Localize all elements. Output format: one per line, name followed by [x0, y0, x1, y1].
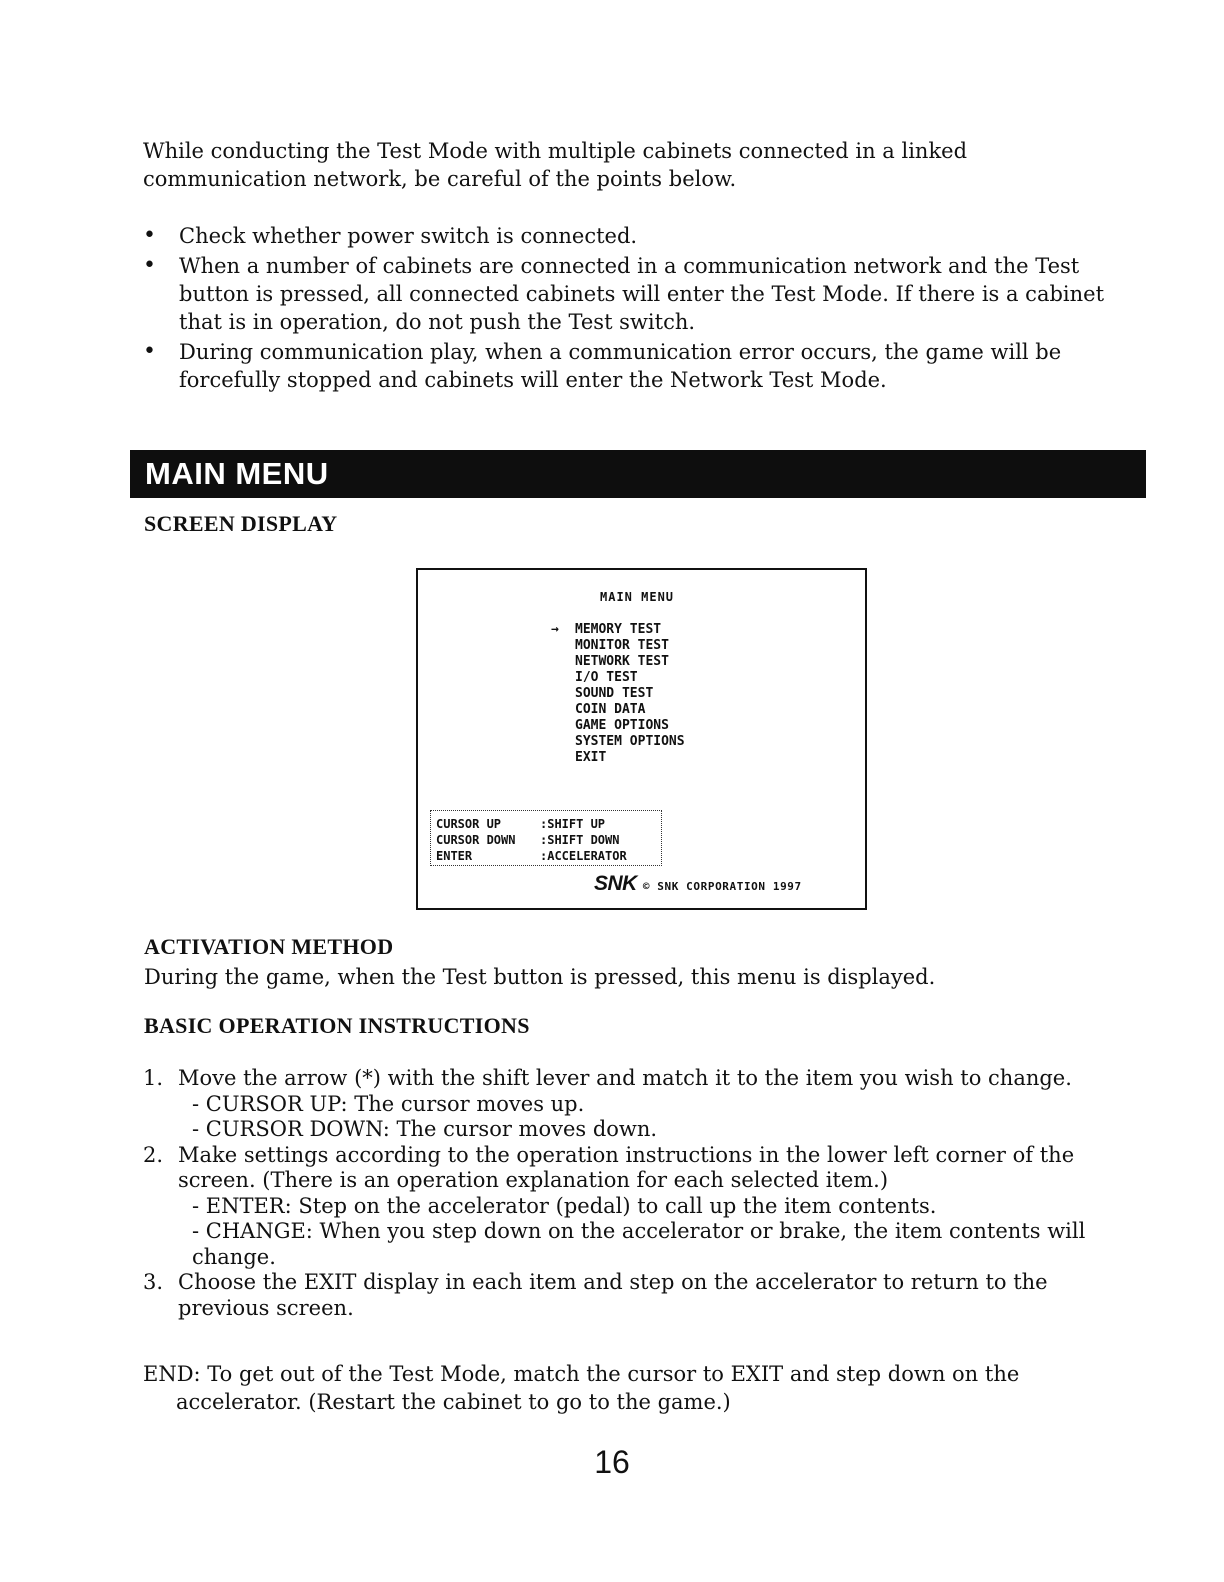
control-action: :ACCELERATOR	[540, 849, 627, 863]
step-text: Make settings according to the operation instructions in the lower left corner of the screen. (There is an operation explanation for each selected item.)	[178, 1142, 1075, 1192]
page-number: 16	[594, 1444, 630, 1480]
control-action: :SHIFT UP	[540, 817, 606, 831]
end-paragraph	[143, 1360, 1133, 1416]
step-sub: - CURSOR DOWN: The cursor moves down.	[192, 1117, 658, 1141]
list-item	[143, 1143, 1133, 1271]
menu-item-io-test: I/O TEST	[575, 670, 638, 685]
step-text: Choose the EXIT display in each item and step on the accelerator to return to the previous screen.	[178, 1270, 1048, 1320]
end-text-cont: accelerator. (Restart the cabinet to go to the game.)	[176, 1390, 731, 1414]
control-row	[436, 816, 661, 832]
menu-list	[575, 622, 685, 766]
instruction-steps	[143, 1066, 1133, 1321]
step-text: Move the arrow (*) with the shift lever and match it to the item you wish to change.	[178, 1066, 1072, 1090]
control-action: :SHIFT DOWN	[540, 833, 620, 847]
list-item: • Check whether power switch is connected.	[143, 222, 1133, 250]
step-number: 2.	[143, 1142, 164, 1167]
activation-text: During the game, when the Test button is pressed, this menu is displayed.	[144, 965, 936, 989]
control-key: CURSOR UP	[436, 817, 502, 831]
snk-logo: SNK	[594, 872, 637, 895]
list-item: • When a number of cabinets are connected in a communication network and the Test button is pressed, all connected cabinets will enter the Test Mode. If there is a cabinet that is in operation, do not push the Test switch.	[143, 252, 1133, 336]
controls-legend	[430, 810, 662, 866]
step-sub: - ENTER: Step on the accelerator (pedal) to call up the item contents.	[192, 1193, 937, 1218]
menu-item-network-test: NETWORK TEST	[575, 654, 669, 669]
warning-list	[143, 222, 1133, 396]
list-item	[143, 1270, 1133, 1321]
screen-display-heading: SCREEN DISPLAY	[144, 511, 338, 536]
end-text-first: END: To get out of the Test Mode, match the cursor to EXIT and step down on the	[143, 1362, 1020, 1386]
intro-paragraph: While conducting the Test Mode with multiple cabinets connected in a linked communication network, be careful of the points below.	[143, 139, 968, 191]
control-row	[436, 848, 661, 864]
menu-item-game-options: GAME OPTIONS	[575, 718, 669, 733]
activation-heading: ACTIVATION METHOD	[144, 934, 394, 959]
copyright-line	[594, 872, 802, 896]
copyright-text: © SNK CORPORATION 1997	[642, 880, 802, 893]
arrow-right-icon: →	[551, 622, 559, 637]
menu-item-sound-test: SOUND TEST	[575, 686, 654, 701]
step-sub: - CHANGE: When you step down on the accelerator or brake, the item contents will change.	[192, 1219, 1086, 1269]
list-item	[143, 1066, 1133, 1143]
basic-operation-heading: BASIC OPERATION INSTRUCTIONS	[144, 1013, 530, 1038]
screen-display-figure	[416, 568, 867, 910]
control-row	[436, 832, 661, 848]
list-item: • During communication play, when a communication error occurs, the game will be forcefully stopped and cabinets will enter the Network Test Mode.	[143, 338, 1133, 394]
step-number: 1.	[143, 1066, 164, 1090]
section-banner: MAIN MENU	[130, 450, 1146, 498]
step-sub: - CURSOR UP: The cursor moves up.	[192, 1091, 585, 1116]
screen-title: MAIN MENU	[600, 590, 675, 604]
menu-item-memory-test: MEMORY TEST	[575, 622, 662, 637]
menu-item-system-options: SYSTEM OPTIONS	[575, 734, 685, 749]
step-number: 3.	[143, 1270, 164, 1294]
control-key: ENTER	[436, 849, 473, 863]
menu-item-monitor-test: MONITOR TEST	[575, 638, 669, 653]
control-key: CURSOR DOWN	[436, 833, 516, 847]
menu-item-coin-data: COIN DATA	[575, 702, 646, 717]
menu-item-exit: EXIT	[575, 750, 607, 765]
